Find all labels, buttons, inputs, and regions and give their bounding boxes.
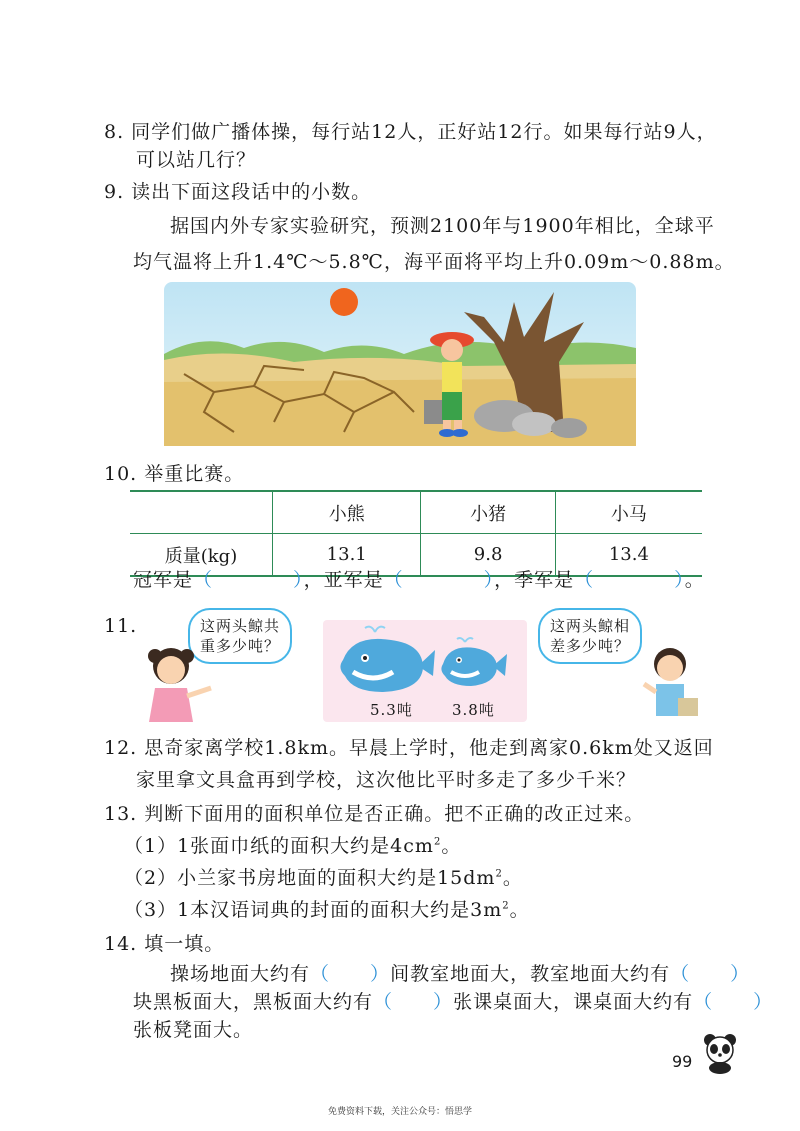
table-header-cell: 小熊 — [273, 491, 421, 534]
blank-space — [594, 569, 674, 591]
blank-space — [393, 991, 433, 1013]
speech-bubble-right — [538, 608, 642, 664]
weightlifting-table — [130, 490, 702, 577]
fill-blank-3[interactable] — [373, 991, 453, 1013]
q10-title: 10. 举重比赛。 — [104, 463, 245, 485]
q13-item1-end: 。 — [441, 835, 462, 857]
q12-line2: 家里拿文具盒再到学校，这次他比平时多走了多少千米？ — [136, 769, 637, 791]
fill-blank-4[interactable] — [693, 991, 773, 1013]
paren-open: （ — [574, 569, 595, 591]
paren-close: ） — [293, 569, 304, 591]
whale2-weight: 3.8吨 — [452, 701, 495, 719]
boy-illustration — [640, 640, 704, 724]
table-header-row — [130, 491, 702, 534]
q14-line1-part-b: 间教室地面大，教室地面大约有 — [390, 963, 671, 985]
paren-close: ） — [370, 963, 391, 985]
q10-answer-part1: 冠军是 — [133, 569, 194, 591]
drought-illustration — [164, 282, 636, 446]
q10-answer-end: 。 — [684, 569, 705, 591]
bubble-left-line1: 这两头鲸共 — [200, 617, 281, 635]
answer-blank-third[interactable] — [574, 569, 685, 591]
q13-item3 — [124, 896, 530, 924]
table-header-cell: 小猪 — [421, 491, 555, 534]
answer-blank-runnerup[interactable] — [384, 569, 495, 591]
q14-line2 — [133, 988, 773, 1016]
q8-line2: 可以站几行？ — [136, 149, 257, 171]
whale1-weight: 5.3吨 — [370, 701, 413, 719]
paren-close: ） — [753, 991, 774, 1013]
q14-line1 — [170, 960, 750, 988]
q13-item1 — [124, 832, 461, 860]
panda-icon — [700, 1032, 740, 1074]
bubble-right-line2: 差多少吨？ — [550, 637, 631, 655]
paren-open: （ — [373, 991, 394, 1013]
superscript-2: 2 — [495, 868, 503, 880]
girl-illustration — [135, 640, 215, 724]
q8-line1: 8. 同学们做广播体操，每行站12人，正好站12行。如果每行站9人， — [104, 121, 717, 143]
paren-open: （ — [693, 991, 714, 1013]
page-number: 99 — [672, 1052, 693, 1071]
q13-item2 — [124, 864, 523, 892]
q9-line2: 均气温将上升1.4℃～5.8℃，海平面将平均上升0.09m～0.88m。 — [133, 251, 735, 273]
whales-panel — [323, 620, 527, 722]
table-cell: 13.4 — [555, 534, 702, 577]
answer-blank-champion[interactable] — [193, 569, 304, 591]
fill-blank-2[interactable] — [670, 963, 750, 985]
q12-line1: 12. 思奇家离学校1.8km。早晨上学时，他走到离家0.6km处又返回 — [104, 737, 714, 759]
footer-text: 免费资料下载，关注公众号：悟思学 — [327, 1107, 472, 1117]
q14-line2-part-b: 张课桌面大，课桌面大约有 — [453, 991, 694, 1013]
blank-space — [690, 963, 730, 985]
q13-item1-text: （1）1张面巾纸的面积大约是4cm — [124, 835, 434, 857]
table-cell: 9.8 — [421, 534, 555, 577]
q14-line2-part-a: 块黑板面大，黑板面大约有 — [133, 991, 374, 1013]
fill-blank-1[interactable] — [310, 963, 390, 985]
bubble-right-line1: 这两头鲸相 — [550, 617, 631, 635]
paren-close: ） — [730, 963, 751, 985]
paren-close: ） — [483, 569, 495, 591]
bubble-left-line2: 重多少吨？ — [200, 637, 281, 655]
q9-title: 9. 读出下面这段话中的小数。 — [104, 181, 372, 203]
paren-close: ） — [674, 569, 685, 591]
blank-space — [330, 963, 370, 985]
paren-open: （ — [193, 569, 214, 591]
q14-line1-part-a: 操场地面大约有 — [170, 963, 311, 985]
paren-open: （ — [670, 963, 691, 985]
q10-answer-part2: ，亚军是 — [303, 569, 384, 591]
q11-number: 11. — [104, 615, 138, 637]
paren-open: （ — [383, 569, 404, 591]
paren-close: ） — [433, 991, 454, 1013]
table-row-label: 质量(kg) — [130, 534, 273, 577]
q13-title: 13. 判断下面用的面积单位是否正确。把不正确的改正过来。 — [104, 803, 645, 825]
superscript-2: 2 — [433, 836, 442, 848]
q14-title: 14. 填一填。 — [104, 933, 225, 955]
q10-answer-part3: ，季军是 — [494, 569, 575, 591]
q13-item2-end: 。 — [502, 867, 523, 889]
paren-open: （ — [310, 963, 331, 985]
table-header-cell — [130, 491, 273, 534]
q13-item2-text: （2）小兰家书房地面的面积大约是15dm — [124, 867, 496, 889]
q14-line3: 张板凳面大。 — [133, 1019, 254, 1041]
sun-icon — [330, 288, 358, 316]
blank-space — [213, 569, 293, 591]
table-header-cell: 小马 — [555, 491, 702, 534]
q13-item3-text: （3）1本汉语词典的封面的面积大约是3m — [124, 899, 503, 921]
q10-answer-line — [133, 566, 705, 594]
q13-item3-end: 。 — [509, 899, 530, 921]
superscript-2: 2 — [502, 900, 510, 912]
q9-line1: 据国内外专家实验研究，预测2100年与1900年相比，全球平 — [170, 215, 715, 237]
blank-space — [404, 569, 484, 591]
table-cell: 13.1 — [273, 534, 421, 577]
blank-space — [713, 991, 753, 1013]
